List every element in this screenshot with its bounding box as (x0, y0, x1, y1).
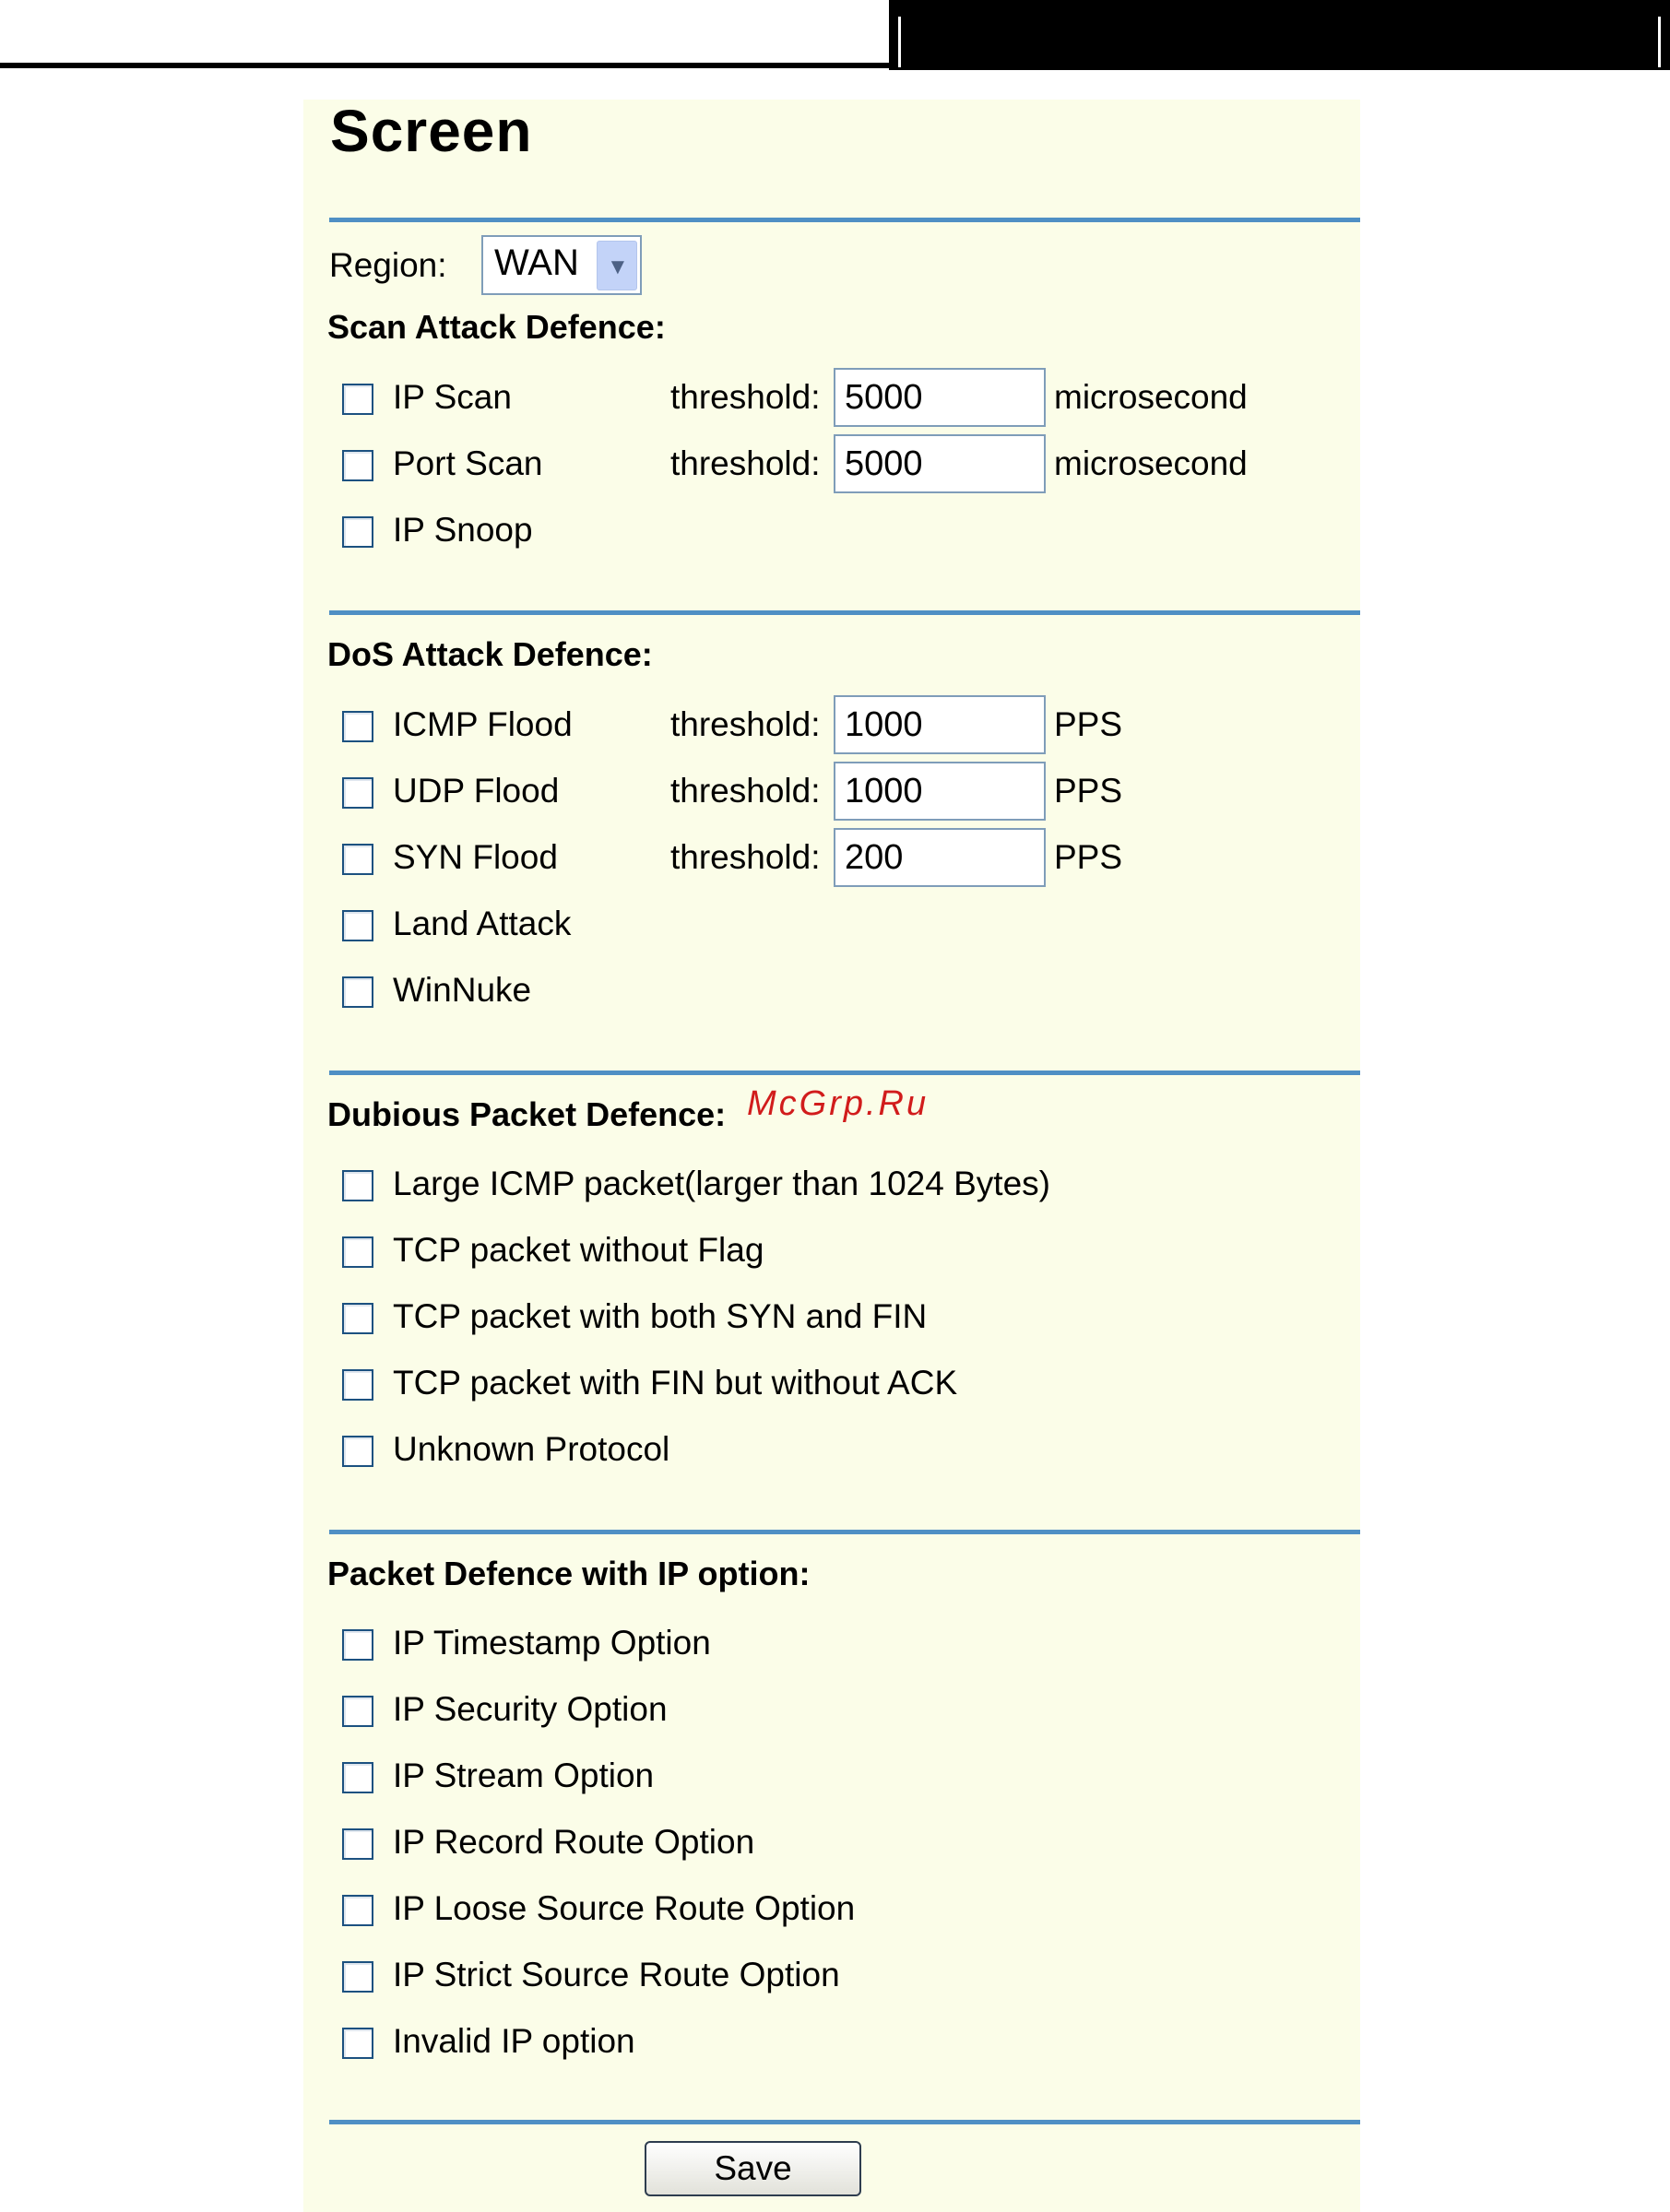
ip-scan-threshold-input[interactable]: 5000 (834, 368, 1046, 427)
tcp-fin-no-ack-label: TCP packet with FIN but without ACK (393, 1364, 958, 1402)
ip-timestamp-checkbox[interactable] (342, 1629, 373, 1661)
large-icmp-checkbox[interactable] (342, 1170, 373, 1201)
ip-scan-checkbox[interactable] (342, 384, 373, 415)
ip-snoop-label: IP Snoop (393, 511, 533, 549)
udp-flood-unit: PPS (1054, 772, 1123, 810)
header-rule (0, 63, 889, 68)
ip-stream-checkbox[interactable] (342, 1762, 373, 1793)
ip-snoop-checkbox[interactable] (342, 516, 373, 548)
ip-strict-route-label: IP Strict Source Route Option (393, 1956, 840, 1993)
large-icmp-label: Large ICMP packet(larger than 1024 Bytes) (393, 1165, 1050, 1202)
udp-flood-threshold-label: threshold: (670, 772, 821, 810)
region-label: Region: (329, 246, 447, 284)
icmp-flood-unit: PPS (1054, 705, 1123, 743)
ip-scan-unit: microsecond (1054, 378, 1248, 416)
ip-strict-route-checkbox[interactable] (342, 1961, 373, 1993)
header-tick-right (1658, 17, 1661, 67)
tcp-syn-fin-checkbox[interactable] (342, 1303, 373, 1334)
ip-timestamp-label: IP Timestamp Option (393, 1624, 711, 1662)
ip-scan-threshold-label: threshold: (670, 378, 821, 416)
land-attack-checkbox[interactable] (342, 910, 373, 941)
tcp-no-flag-label: TCP packet without Flag (393, 1231, 764, 1269)
tcp-fin-no-ack-checkbox[interactable] (342, 1369, 373, 1401)
port-scan-threshold-label: threshold: (670, 444, 821, 482)
region-select[interactable] (481, 235, 642, 295)
tcp-no-flag-checkbox[interactable] (342, 1236, 373, 1268)
ip-loose-route-label: IP Loose Source Route Option (393, 1889, 856, 1927)
port-scan-unit: microsecond (1054, 444, 1248, 482)
icmp-flood-threshold-input[interactable]: 1000 (834, 695, 1046, 754)
section-divider (329, 218, 1360, 222)
icmp-flood-threshold-label: threshold: (670, 705, 821, 743)
dos-section-header: DoS Attack Defence: (327, 635, 653, 673)
watermark: McGrp.Ru (747, 1084, 930, 1123)
land-attack-label: Land Attack (393, 905, 572, 942)
unknown-protocol-label: Unknown Protocol (393, 1430, 670, 1468)
unknown-protocol-checkbox[interactable] (342, 1436, 373, 1467)
header-tick-left (898, 17, 901, 67)
chevron-down-icon[interactable]: ▼ (597, 241, 637, 290)
syn-flood-checkbox[interactable] (342, 844, 373, 875)
winnuke-label: WinNuke (393, 971, 532, 1009)
port-scan-label: Port Scan (393, 444, 543, 482)
port-scan-threshold-input[interactable]: 5000 (834, 434, 1046, 493)
icmp-flood-label: ICMP Flood (393, 705, 573, 743)
section-divider (329, 2120, 1360, 2124)
ip-record-route-checkbox[interactable] (342, 1828, 373, 1860)
port-scan-checkbox[interactable] (342, 450, 373, 481)
ipoption-section-header: Packet Defence with IP option: (327, 1555, 811, 1592)
ip-loose-route-checkbox[interactable] (342, 1895, 373, 1926)
udp-flood-threshold-input[interactable]: 1000 (834, 762, 1046, 821)
scan-section-header: Scan Attack Defence: (327, 308, 666, 346)
syn-flood-unit: PPS (1054, 838, 1123, 876)
ip-security-label: IP Security Option (393, 1690, 668, 1728)
ip-scan-label: IP Scan (393, 378, 512, 416)
tcp-syn-fin-label: TCP packet with both SYN and FIN (393, 1297, 928, 1335)
syn-flood-threshold-label: threshold: (670, 838, 821, 876)
section-divider (329, 1530, 1360, 1534)
syn-flood-label: SYN Flood (393, 838, 558, 876)
invalid-ip-option-label: Invalid IP option (393, 2022, 635, 2060)
section-divider (329, 610, 1360, 615)
ip-security-checkbox[interactable] (342, 1696, 373, 1727)
section-divider (329, 1071, 1360, 1075)
syn-flood-threshold-input[interactable]: 200 (834, 828, 1046, 887)
icmp-flood-checkbox[interactable] (342, 711, 373, 742)
ip-record-route-label: IP Record Route Option (393, 1823, 755, 1861)
dubious-section-header: Dubious Packet Defence: (327, 1095, 727, 1133)
invalid-ip-option-checkbox[interactable] (342, 2028, 373, 2059)
udp-flood-checkbox[interactable] (342, 777, 373, 809)
header-black-block (889, 0, 1670, 70)
region-select-value: WAN (494, 242, 579, 283)
page-title: Screen (330, 98, 533, 164)
udp-flood-label: UDP Flood (393, 772, 560, 810)
winnuke-checkbox[interactable] (342, 976, 373, 1008)
ip-stream-label: IP Stream Option (393, 1757, 655, 1794)
save-button[interactable]: Save (645, 2141, 861, 2196)
